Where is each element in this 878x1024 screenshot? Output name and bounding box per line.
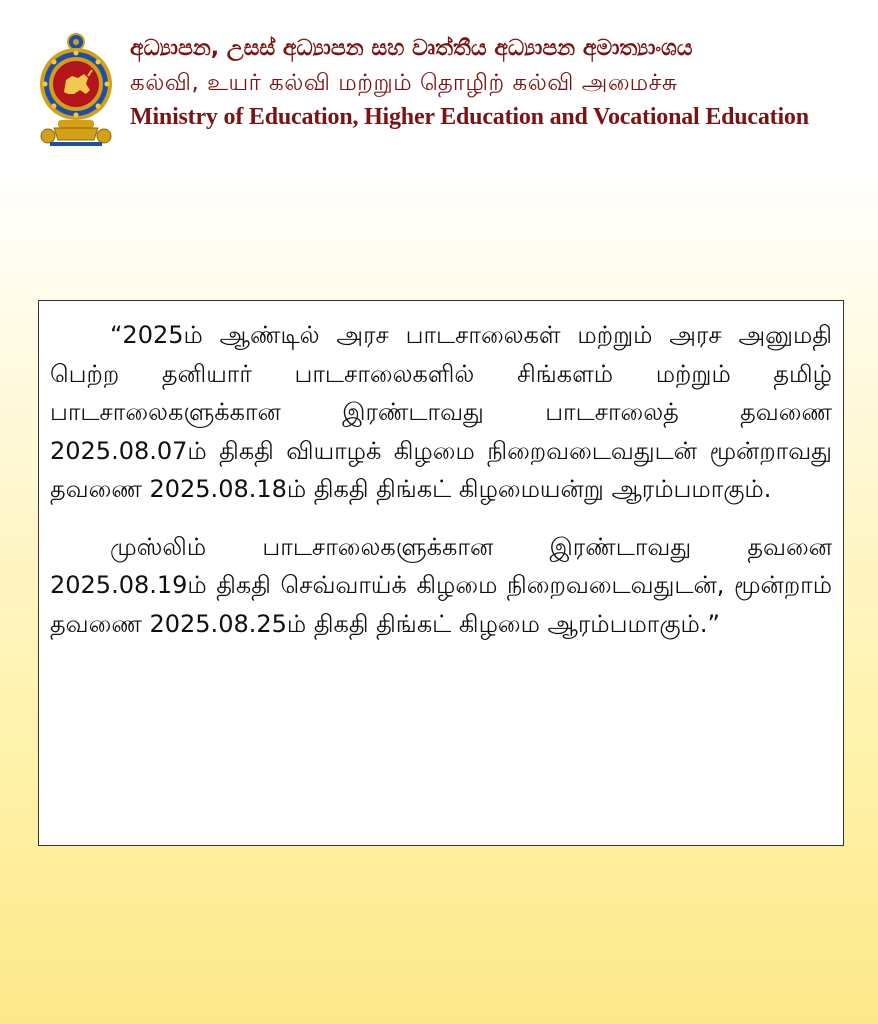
ministry-title-tamil: கல்வி, உயர் கல்வி மற்றும் தொழிற் கல்வி அமைச்சு: [130, 70, 678, 96]
sri-lanka-state-emblem-icon: [36, 32, 116, 148]
notice-box: [38, 300, 844, 846]
notice-text: [50, 316, 832, 662]
ministry-title-sinhala: අධ්‍යාපන, උසස් අධ්‍යාපන සහ වෘත්තීය අධ්‍යාපන අමාත්‍යාංශය: [130, 36, 693, 61]
notice-paragraph-1: “2025ம் ஆண்டில் அரச பாடசாலைகள் மற்றும் அரச அனுமதி பெற்ற தனியார் பாடசாலைகளில் சிங்களம் மற்றும் தமிழ் பாடசாலைகளுக்கான இரண்டாவது பாடசாலைத் தவணை 2025.08.07ம் திகதி வியாழக் கிழமை நிறைவடைவதுடன் மூன்றாவது தவணை 2025.08.18ம் திகதி திங்கட் கிழமையன்று ஆரம்பமாகும்.: [50, 321, 832, 503]
notice-paragraph-2: முஸ்லிம் பாடசாலைகளுக்கான இரண்டாவது தவனை 2025.08.19ம் திகதி செவ்வாய்க் கிழமை நிறைவடைவதுடன், மூன்றாம் தவணை 2025.08.25ம் திகதி திங்கட் கிழமை ஆரம்பமாகும்.”: [50, 532, 832, 638]
ministry-header: [36, 28, 856, 153]
ministry-titles: [130, 32, 856, 134]
ministry-title-english: Ministry of Education, Higher Education and Vocational Education: [130, 104, 809, 130]
